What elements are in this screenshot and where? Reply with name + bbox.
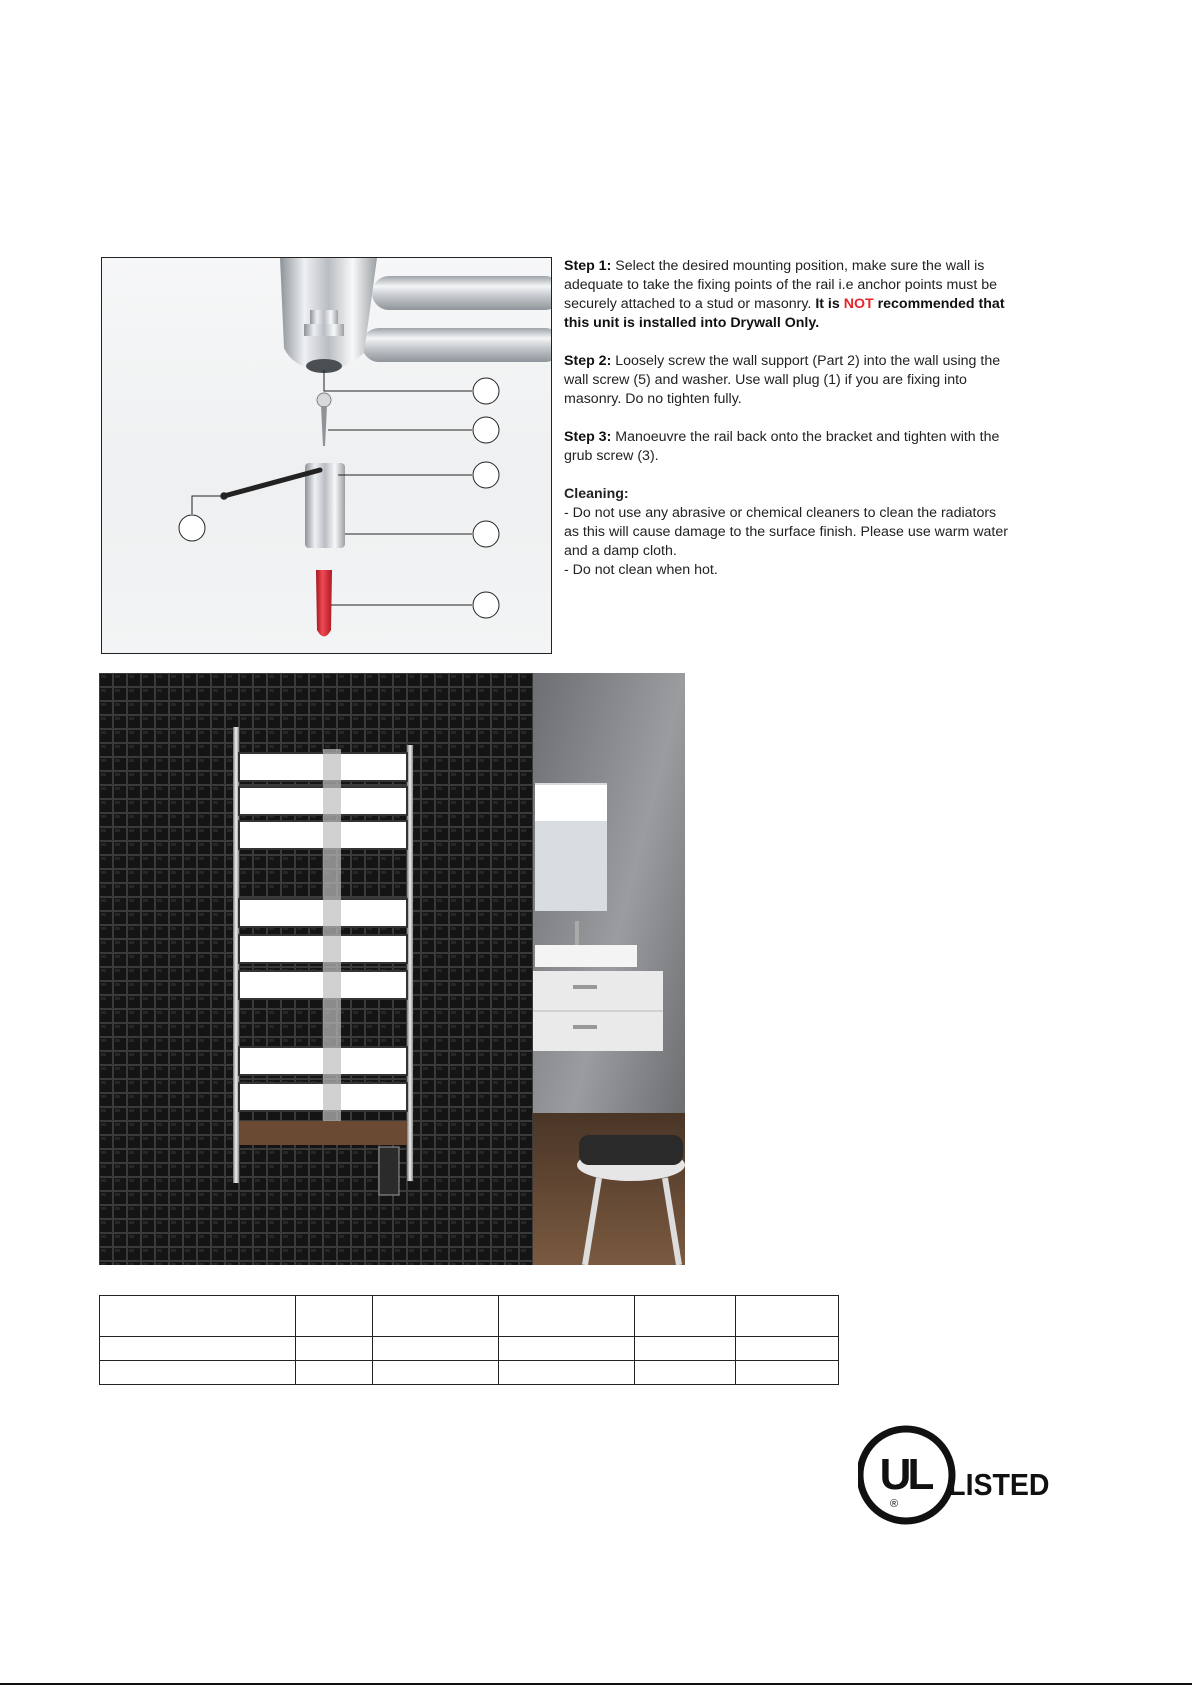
ul-mark: UL bbox=[879, 1450, 931, 1499]
table-cell bbox=[296, 1337, 373, 1361]
towel-rail-bar bbox=[372, 276, 552, 310]
table-cell bbox=[635, 1337, 736, 1361]
sink bbox=[535, 945, 637, 967]
table-cell bbox=[100, 1296, 296, 1337]
step-3 bbox=[564, 428, 1014, 466]
cleaning-line-1: - Do not use any abrasive or chemical cleaners to clean the radiators as this will cause damage to the surface finish. Please use warm water and a damp cloth. bbox=[564, 505, 1008, 559]
folded-towels bbox=[579, 1135, 683, 1165]
callout-circle bbox=[473, 462, 499, 488]
step-1-warning-prefix: It is bbox=[815, 296, 840, 312]
cleaning-line-2: - Do not clean when hot. bbox=[564, 562, 718, 578]
table-cell bbox=[635, 1296, 736, 1337]
towel-rail-bar bbox=[362, 328, 552, 362]
step-1-label: Step 1: bbox=[564, 258, 612, 274]
table-cell bbox=[736, 1296, 839, 1337]
ul-listed-logo bbox=[858, 1423, 1058, 1527]
step-3-label: Step 3: bbox=[564, 429, 612, 445]
table-row bbox=[100, 1337, 839, 1361]
wall-screw-part bbox=[321, 406, 327, 446]
table-cell bbox=[100, 1337, 296, 1361]
table-cell bbox=[635, 1361, 736, 1385]
installation-diagram bbox=[101, 257, 552, 654]
heating-element-box bbox=[379, 1147, 399, 1195]
table-cell bbox=[499, 1337, 635, 1361]
callout-circle bbox=[473, 378, 499, 404]
not-warning: NOT bbox=[843, 296, 874, 312]
table-row bbox=[100, 1296, 839, 1337]
callout-circle bbox=[473, 417, 499, 443]
table-cell bbox=[736, 1361, 839, 1385]
step-1-text: Select the desired mounting position, make sure the wall is adequate to take the fixing points of the rail i.e anchor points must be securely attached to a stud or masonry. bbox=[564, 258, 997, 312]
step-1 bbox=[564, 257, 1014, 333]
cleaning-heading: Cleaning: bbox=[564, 486, 629, 502]
table-cell bbox=[296, 1361, 373, 1385]
registered-mark: ® bbox=[889, 1498, 899, 1510]
table-cell bbox=[373, 1361, 499, 1385]
step-1-warning-suffix: recommended that this unit is installed into Drywall Only. bbox=[564, 296, 1005, 331]
wall-plug-part bbox=[316, 570, 332, 637]
installation-instructions bbox=[564, 257, 1014, 580]
towel-rail-bathroom-photo bbox=[99, 673, 685, 1265]
table-cell bbox=[499, 1296, 635, 1337]
step-3-text: Manoeuvre the rail back onto the bracket and tighten with the grub screw (3). bbox=[564, 429, 1000, 464]
table-row bbox=[100, 1361, 839, 1385]
listed-word: LISTED bbox=[948, 1467, 1050, 1503]
step-2-text: Loosely screw the wall support (Part 2) into the wall using the wall screw (5) and washer. Use wall plug (1) if you are fixing into masonry. Do no tighten fully. bbox=[564, 353, 1001, 407]
table-cell bbox=[373, 1337, 499, 1361]
step-2 bbox=[564, 352, 1014, 409]
wall-support-part bbox=[305, 463, 345, 548]
spec-table bbox=[99, 1295, 839, 1385]
table-cell bbox=[499, 1361, 635, 1385]
table-cell bbox=[296, 1296, 373, 1337]
callout-circle bbox=[473, 521, 499, 547]
table-cell bbox=[736, 1337, 839, 1361]
callout-circle bbox=[179, 515, 205, 541]
towel-rail bbox=[233, 727, 413, 1195]
bracket-exploded-illustration bbox=[102, 258, 552, 654]
washer-part bbox=[317, 393, 331, 407]
table-cell bbox=[373, 1296, 499, 1337]
step-2-label: Step 2: bbox=[564, 353, 612, 369]
product-photo bbox=[99, 673, 685, 1265]
table-cell bbox=[100, 1361, 296, 1385]
callout-circle bbox=[473, 592, 499, 618]
